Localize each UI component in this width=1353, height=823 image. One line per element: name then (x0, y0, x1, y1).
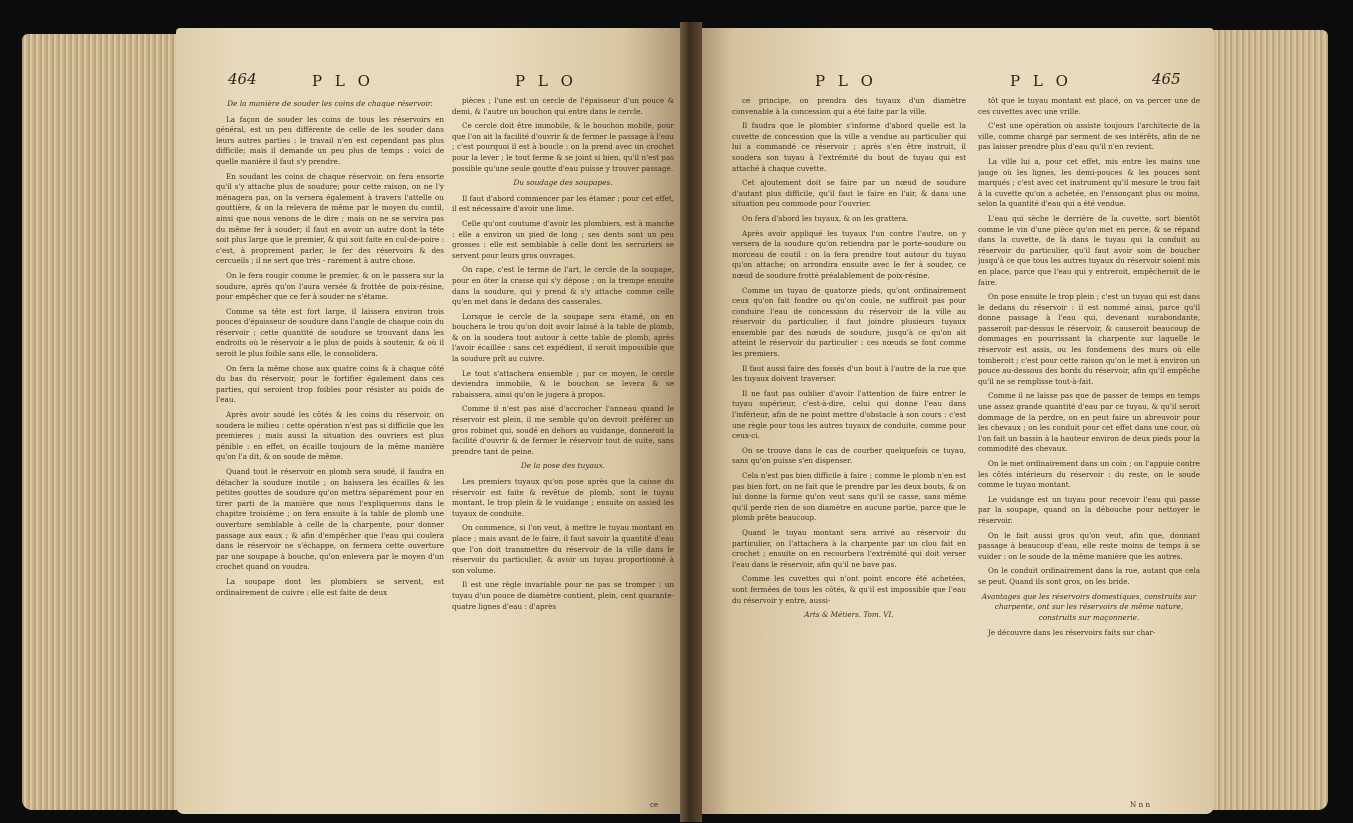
paragraph: Après avoir appliqué les tuyaux l'un contre l'autre, on y versera de la soudure qu'on retiendra par le porte-soudure ou morceau de coutil : on la fera prendre tout autour du tuyau qu'on attache; on arrondira ensuite avec le fer à souder, ce nœud de soudure frotté préalablement de poix-résine. (732, 228, 966, 280)
page-edges-left (22, 34, 182, 810)
paragraph: C'est une opération où assiste toujours l'architecte de la ville, comme chargé par serment de ses intérêts, afin de ne pas laisser prendre plus d'eau qu'il n'en revient. (978, 121, 1200, 152)
right-page-column-1 (732, 96, 966, 796)
right-page-column-2 (978, 96, 1200, 796)
paragraph: Il faudra que le plombier s'informe d'abord quelle est la cuvette de concession que la ville a vendue au particulier qui lui a commandé ce réservoir ; après s'en être instruit, il soudera son tuyau à l'extrémité du bout de tuyau qui est attaché à chaque cuvette. (732, 121, 966, 173)
right-signature: N n n (1130, 800, 1151, 809)
section-title: De la pose des tuyaux. (520, 461, 606, 471)
left-catchword: ce (650, 800, 659, 809)
right-header-right: P L O (1010, 72, 1072, 90)
right-header-left: P L O (815, 72, 877, 90)
paragraph: Comme les cuvettes qui n'ont point encore été achetées, sont fermées de tous les côtés, & qu'il est impossible que l'eau du réservoir y entre, aussi- (732, 574, 966, 605)
paragraph: Comme il ne laisse pas que de passer de temps en temps une assez grande quantité d'eau par ce tuyau, & qu'il seroit dommage de la perdre, on en peut faire un abreuvoir pour les chevaux ; on les conduit pour cet effet dans une cour, où l'on fait un bassin à la hauteur environ de deux pieds pour la commodité des chevaux. (978, 391, 1200, 454)
paragraph: Cela n'est pas bien difficile à faire ; comme le plomb n'en est pas bien fort, on ne fait que le prendre par les deux bouts, & on lui donne la forme qu'on veut sans qu'il se casse, sans même qu'il perde rien de son diamètre en aucune partie, parce que le plomb prête beaucoup. (732, 471, 966, 523)
paragraph: On le met ordinairement dans un coin ; on l'appuie contre les côtés intérieurs du réservoir : du reste, on le soude comme le tuyau montant. (978, 459, 1200, 490)
paragraph: Le tout s'attachera ensemble ; par ce moyen, le cercle deviendra immobile, & le bouchon se levera & se rabaissera, ainsi qu'on le jugera à propos. (452, 368, 674, 399)
paragraph: Après avoir soudé les côtés & les coins du réservoir, on soudera le milieu : cette opération n'est pas si difficile que les premieres ; mais aussi la situation des ouvriers est plus pénible : en effet, on écaille toujours de la même manière qu'on l'a dit, & on soude de même. (216, 410, 444, 462)
paragraph: Quand le tuyau montant sera arrivé au réservoir du particulier, on l'attachera à la charpente par un clou fait en crochet ; ensuite on en recourbera l'extrémité qui doit verser l'eau dans le réservoir, afin qu'il ne bave pas. (732, 527, 966, 569)
footer-line: Arts & Métiers. Tom. VI. (804, 610, 894, 620)
paragraph: La façon de souder les coins de tous les réservoirs en général, est un peu différente de celle de les souder dans leurs autres parties : le travail n'en est cependant pas plus difficile; mais il demande un peu plus de temps : voici de quelle manière il faut s'y prendre. (216, 114, 444, 166)
paragraph: On fera d'abord les tuyaux, & on les grattera. (742, 213, 909, 223)
book-gutter (680, 22, 702, 822)
paragraph: Les premiers tuyaux qu'on pose après que la caisse du réservoir est faite & revêtue de plomb, sont le tuyau montant, le trop plein & le vuidange ; ensuite on assied les tuyaux de conduite. (452, 477, 674, 518)
paragraph: Il faut d'abord commencer par les étamer ; pour cet effet, il est nécessaire d'avoir une lime. (452, 193, 674, 214)
paragraph: On fera la même chose aux quatre coins & à chaque côté du bas du réservoir, pour le fortifier également dans ces parties, qui seroient trop foibles pour résister au poids de l'eau. (216, 363, 444, 405)
page-edges-right (1210, 30, 1328, 810)
paragraph: Il est une règle invariable pour ne pas se tromper : un tuyau d'un pouce de diamètre contient, plein, cent quarante-quatre lignes d'eau : d'après (452, 580, 674, 611)
paragraph: Quand tout le réservoir en plomb sera soudé, il faudra en détacher la soudure inutile ; on baissera les écailles & les petites gouttes de soudure qu'on mettra séparément pour en tirer parti de la manière que nous l'expliquerons dans le chapitre troisième ; on fera ensuite à la table de plomb une ouverture semblable à celle de la charpente, pour donner passage aux eaux ; & afin d'empêcher que l'eau qui coulera dans le réservoir ne s'échappe, on fermera cette ouverture par une soupape à bouche, qu'on enlevera par le moyen d'un crochet quand on voudra. (216, 467, 444, 572)
paragraph: Je découvre dans les réservoirs faits sur char- (988, 628, 1156, 638)
paragraph: On se trouve dans le cas de courber quelquefois ce tuyau, sans qu'on puisse s'en dispenser. (732, 445, 966, 466)
section-title: Avantages que les réservoirs domestiques, construits sur charpente, ont sur les réservoirs de même nature, construits sur maçonnerie. (981, 591, 1197, 622)
left-page-column-2 (452, 96, 674, 796)
left-page-column-1 (216, 96, 444, 796)
paragraph: On le conduit ordinairement dans la rue, autant que cela se peut. Quand ils sont gros, on les bride. (978, 566, 1200, 586)
section-title: Du soudage des soupapes. (513, 178, 613, 188)
paragraph: Comme sa tête est fort large, il laissera environ trois pouces d'épaisseur de soudure dans l'angle de chaque coin du réservoir ; cette quantité de soudure se trouvant dans les endroits où le réservoir a le plus de poids à soutenir, & où il seroit le plus foible sans elle, le consolidera. (216, 306, 444, 359)
paragraph: Il ne faut pas oublier d'avoir l'attention de faire entrer le tuyau supérieur, c'est-à-dire, celui qui donne l'eau dans l'inférieur, afin de ne point mettre d'obstacle à son cours : c'est une règle pour tous les autres tuyaux de conduite, comme pour ceux-ci. (732, 388, 966, 441)
paragraph: On rape, c'est le terme de l'art, le cercle de la soupape, pour en ôter la crasse qui s'y dépose ; on la trempe ensuite dans la soudure, qui y prend & s'y attache comme celle qu'en met dans le dedans des casserales. (452, 265, 674, 307)
paragraph: Comme un tuyau de quatorze pieds, qu'ont ordinairement ceux qu'on fait fondre ou qu'on coule, ne suffiroit pas pour conduire l'eau de concession du réservoir de la ville au réservoir du particulier, il faut joindre plusieurs tuyaux ensemble par des nœuds de soudure, jusqu'à ce qu'on ait atteint le réservoir du particulier : ces nœuds se font comme les premiers. (732, 285, 966, 359)
paragraph: Il faut aussi faire des fossés d'un bout à l'autre de la rue que les tuyaux doivent traverser. (732, 363, 966, 384)
paragraph: On pose ensuite le trop plein ; c'est un tuyau qui est dans le dedans du réservoir : il est nommé ainsi, parce qu'il donne passage à l'eau qui, devenant surabondante, passeroit par-dessus le réservoir, & causeroit beaucoup de dommages en pourrissant la charpente sur laquelle le réservoir est assis, ou les fondemens des murs où elle tomberoit ; c'est pour cette raison qu'on le met à environ un pouce au-dessous des bords du réservoir, afin qu'il empêche qu'il ne se remplisse tout-à-fait. (978, 292, 1200, 386)
left-header-left: P L O (312, 72, 374, 90)
paragraph: L'eau qui sèche le derrière de la cuvette, sort bientôt comme le vin d'une pièce qu'on met en perce, & se répand dans la cuvette, de là dans le tuyau qui la conduit au réservoir du particulier, qu'il faut avoir soin de boucher jusqu'à ce que tous les autres tuyaux du réservoir soient mis en place, parce que l'eau qui y entreroit, empêcheroit de le faire. (978, 213, 1200, 287)
left-header-right: P L O (515, 72, 577, 90)
right-page-number: 465 (1152, 70, 1181, 88)
paragraph: Cet ajoutement doit se faire par un nœud de soudure d'autant plus difficile, qu'il faut le faire en l'air, & dans une situation peu commode pour l'ouvrier. (732, 178, 966, 209)
left-page-number: 464 (228, 70, 257, 88)
paragraph: pièces ; l'une est un cercle de l'épaisseur d'un pouce & demi, & l'autre un bouchon qui entre dans le cercle. (452, 96, 674, 116)
paragraph: tôt que le tuyau montant est placé, on va percer une de ces cuvettes avec une vrille. (978, 96, 1200, 116)
paragraph: ce principe, on prendra des tuyaux d'un diamètre convenable à la concession qui a été faite par la ville. (732, 96, 966, 116)
paragraph: La soupape dont les plombiers se servent, est ordinairement de cuivre : elle est faite de deux (216, 576, 444, 597)
paragraph: Comme il n'est pas aisé d'accrocher l'anneau quand le réservoir est plein, il me semble qu'on devroit préférer un gros robinet qui, soudé en dehors au vuidange, donneroit la facilité d'ouvrir & de fermer le réservoir tout de suite, sans prendre tant de peine. (452, 404, 674, 456)
paragraph: On le fait aussi gros qu'on veut, afin que, donnant passage à beaucoup d'eau, elle reste moins de temps à se vuider : on le soude de la même manière que les autres. (978, 530, 1200, 561)
paragraph: Celle qu'ont coutume d'avoir les plombiers, est à manche : elle a environ un pied de long ; ses dents sont un peu grosses : elle est semblable à celle dont les serruriers se servent pour leurs gros ouvrages. (452, 218, 674, 260)
paragraph: On commence, si l'on veut, à mettre le tuyau montant en place ; mais avant de le faire, il faut savoir la quantité d'eau que l'on doit transmettre du réservoir de la ville dans le réservoir du particulier, & avoir un tuyau proportionné à son volume. (452, 523, 674, 575)
paragraph: Ce cercle doit être immobile, & le bouchon mobile, pour que l'on ait la facilité d'ouvrir & de fermer le passage à l'eau ; c'est pourquoi il est à boucle : on la prend avec un crochet pour la lever ; le tout ferme & se joint si bien, qu'il n'est pas possible qu'une seule goutte d'eau puisse y trouver passage. (452, 121, 674, 173)
paragraph: La ville lui a, pour cet effet, mis entre les mains une jauge où les lignes, les demi-pouces & les pouces sont marqués ; c'est avec cet instrument qu'il mesure le trou fait à la cuvette qu'on a achetée, en l'ensonçant plus ou moins, selon la quantité d'eau qui a été vendue. (978, 156, 1200, 209)
paragraph: En soudant les coins de chaque réservoir, on fera ensorte qu'il s'y attache plus de soudure; pour cette raison, on ne l'y ménagera pas, on la versera également à travers l'attelle ou gouttière, & on la relevera de même par le moyen du contil, ainsi que nous venons de le dire ; mais on ne se servira pas du même fer à souder; il faut en avoir un autre dont la tête soit plus large que le premier, & qui soit faite en cul-de-poire : c'est, à proprement parler, le fer des réservoirs & des cercueils ; il ne sert que très - rarement à autre chose. (216, 171, 444, 266)
paragraph: On le fera rougir comme le premier, & on le passera sur la soudure, après qu'on l'aura versée & frottée de poix-résine, pour empêcher que ce fer à souder ne s'étame. (216, 270, 444, 302)
paragraph: Lorsque le cercle de la soupape sera étamé, on en bouchera le trou qu'on doit avoir laissé à la table de plomb, & on la soudera tout autour à cette table de plomb, après l'avoir écaillée : sans cet expédient, il seroit impossible que la soudure prît au cuivre. (452, 311, 674, 364)
section-title: De la manière de souder les coins de chaque réservoir. (227, 99, 433, 108)
paragraph: Le vuidange est un tuyau pour recevoir l'eau qui passe par la soupape, quand on la débouche pour nettoyer le réservoir. (978, 494, 1200, 525)
